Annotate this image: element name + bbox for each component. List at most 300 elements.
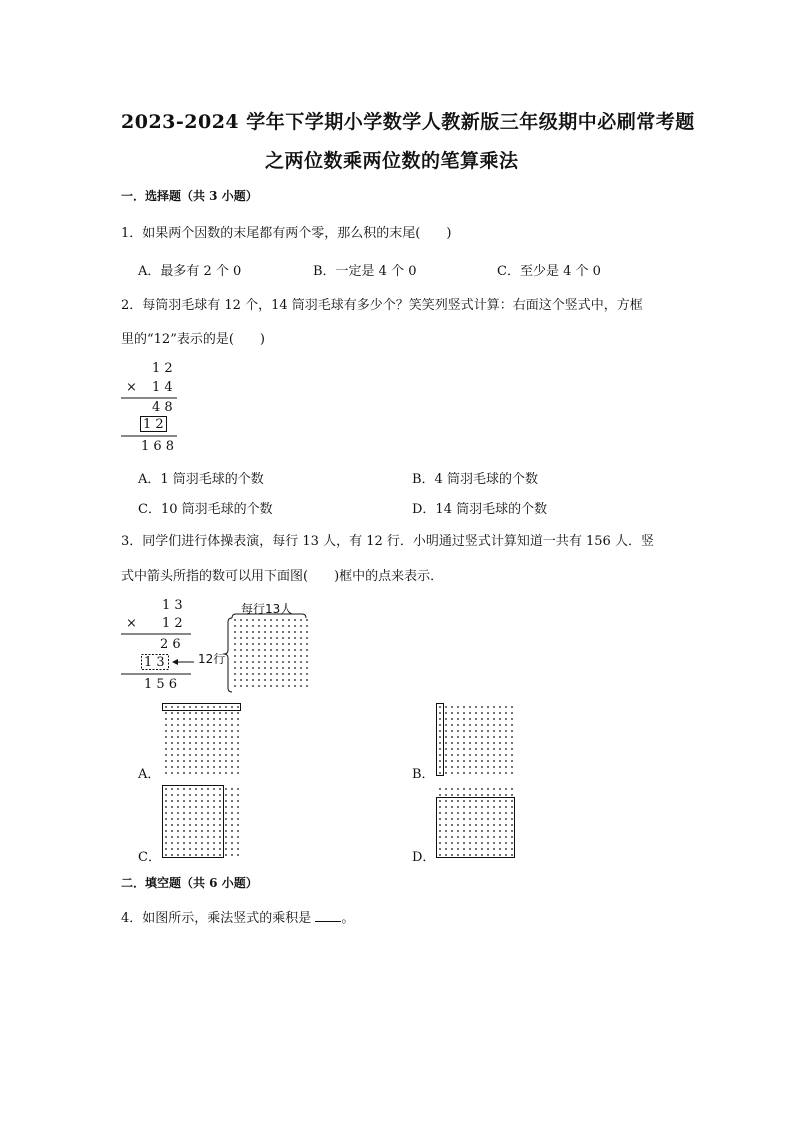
- dot: [201, 800, 203, 802]
- dot: [481, 772, 483, 774]
- dot: [171, 724, 173, 726]
- question-4-text: [121, 907, 354, 926]
- dot: [258, 643, 260, 645]
- dot: [493, 836, 495, 838]
- dot: [246, 649, 248, 651]
- dot: [165, 806, 167, 808]
- dot: [306, 643, 308, 645]
- dot: [493, 712, 495, 714]
- dot: [276, 673, 278, 675]
- page-title-line2: 之两位数乘两位数的笔算乘法: [265, 150, 519, 172]
- dot: [219, 836, 221, 838]
- dot: [213, 724, 215, 726]
- dot: [511, 766, 513, 768]
- dot: [445, 800, 447, 802]
- dot: [463, 772, 465, 774]
- dot: [499, 736, 501, 738]
- q3-grid-label-side: 12行: [198, 652, 226, 666]
- dot: [258, 661, 260, 663]
- dot: [231, 806, 233, 808]
- dot: [201, 724, 203, 726]
- dot: [237, 854, 239, 856]
- dot: [252, 643, 254, 645]
- dot: [207, 766, 209, 768]
- dot: [234, 667, 236, 669]
- dot: [219, 788, 221, 790]
- dot: [189, 718, 191, 720]
- dot: [475, 730, 477, 732]
- dot: [189, 830, 191, 832]
- dot: [183, 806, 185, 808]
- dot: [237, 836, 239, 838]
- dot: [240, 685, 242, 687]
- dot: [481, 794, 483, 796]
- dot: [475, 706, 477, 708]
- dot: [505, 772, 507, 774]
- dot: [493, 760, 495, 762]
- dot: [469, 730, 471, 732]
- dot: [481, 854, 483, 856]
- dot: [234, 625, 236, 627]
- dot: [171, 794, 173, 796]
- dot: [439, 806, 441, 808]
- dot: [505, 736, 507, 738]
- dot: [171, 848, 173, 850]
- dot: [207, 836, 209, 838]
- dot: [177, 836, 179, 838]
- q1-option-c[interactable]: C．至少是 4 个 0: [497, 264, 601, 279]
- dot: [246, 619, 248, 621]
- q3-arrow: [170, 656, 196, 668]
- dot: [219, 742, 221, 744]
- dot: [475, 824, 477, 826]
- dot: [511, 848, 513, 850]
- dot: [177, 824, 179, 826]
- dot: [219, 736, 221, 738]
- dot: [288, 625, 290, 627]
- q3-times-sign: ×: [126, 616, 137, 631]
- dot: [213, 772, 215, 774]
- dot: [270, 673, 272, 675]
- dot: [264, 655, 266, 657]
- dot: [276, 637, 278, 639]
- dot: [505, 712, 507, 714]
- dot: [511, 748, 513, 750]
- dot: [195, 830, 197, 832]
- dot: [276, 655, 278, 657]
- q1-option-b[interactable]: B．一定是 4 个 0: [313, 264, 417, 279]
- dot: [207, 772, 209, 774]
- dot: [207, 760, 209, 762]
- dot: [300, 619, 302, 621]
- dot: [469, 748, 471, 750]
- dot: [195, 748, 197, 750]
- q2-option-d[interactable]: D．14 筒羽毛球的个数: [412, 502, 548, 517]
- dot: [195, 806, 197, 808]
- dot: [189, 772, 191, 774]
- dot: [499, 754, 501, 756]
- dot: [487, 730, 489, 732]
- dot: [258, 679, 260, 681]
- dot: [499, 718, 501, 720]
- dot: [499, 836, 501, 838]
- q3-option-d-label[interactable]: D．: [412, 850, 436, 865]
- dot: [171, 818, 173, 820]
- dot: [439, 812, 441, 814]
- dot: [195, 800, 197, 802]
- dot: [189, 818, 191, 820]
- dot: [231, 718, 233, 720]
- dot: [165, 854, 167, 856]
- dot: [252, 685, 254, 687]
- dot: [499, 706, 501, 708]
- dot: [445, 730, 447, 732]
- dot: [463, 800, 465, 802]
- dot: [171, 824, 173, 826]
- dot: [258, 619, 260, 621]
- dot: [225, 800, 227, 802]
- dot: [499, 772, 501, 774]
- dot: [270, 637, 272, 639]
- dot: [231, 854, 233, 856]
- dot: [201, 718, 203, 720]
- dot: [469, 718, 471, 720]
- dot: [487, 712, 489, 714]
- q4-answer-blank[interactable]: [315, 911, 341, 922]
- dot: [493, 730, 495, 732]
- dot: [306, 679, 308, 681]
- dot: [511, 812, 513, 814]
- q3-option-c-dot-grid[interactable]: [162, 785, 244, 859]
- q3-line-1: [121, 633, 193, 635]
- dot: [234, 637, 236, 639]
- dot: [439, 718, 441, 720]
- dot: [439, 748, 441, 750]
- dot: [282, 649, 284, 651]
- q2-times-sign: ×: [126, 380, 137, 395]
- dot: [445, 724, 447, 726]
- dot: [231, 824, 233, 826]
- dot: [213, 836, 215, 838]
- dot: [439, 848, 441, 850]
- dot: [463, 806, 465, 808]
- dot: [165, 706, 167, 708]
- dot: [493, 788, 495, 790]
- dot: [294, 649, 296, 651]
- q3-option-b-dot-grid[interactable]: [436, 703, 518, 777]
- dot: [481, 806, 483, 808]
- dot: [505, 842, 507, 844]
- dot: [213, 730, 215, 732]
- dot: [457, 724, 459, 726]
- dot: [270, 685, 272, 687]
- dot: [493, 742, 495, 744]
- dot: [171, 806, 173, 808]
- dot: [237, 830, 239, 832]
- dot: [177, 854, 179, 856]
- dot: [457, 842, 459, 844]
- dot: [463, 812, 465, 814]
- dot: [177, 848, 179, 850]
- dot: [505, 788, 507, 790]
- q3-option-b-label[interactable]: B．: [412, 767, 435, 782]
- dot: [481, 760, 483, 762]
- dot: [219, 800, 221, 802]
- dot: [475, 812, 477, 814]
- dot: [225, 772, 227, 774]
- dot: [207, 806, 209, 808]
- dot: [487, 854, 489, 856]
- dot: [195, 794, 197, 796]
- dot: [493, 854, 495, 856]
- dot: [201, 854, 203, 856]
- dot: [177, 742, 179, 744]
- dot: [171, 812, 173, 814]
- dot: [219, 854, 221, 856]
- dot: [457, 736, 459, 738]
- dot: [475, 800, 477, 802]
- dot: [439, 706, 441, 708]
- dot: [505, 718, 507, 720]
- dot: [225, 730, 227, 732]
- dot: [240, 649, 242, 651]
- dot: [451, 824, 453, 826]
- dot: [439, 754, 441, 756]
- dot: [240, 637, 242, 639]
- dot: [487, 830, 489, 832]
- q3-option-a-dot-grid[interactable]: [162, 703, 244, 777]
- dot: [294, 679, 296, 681]
- dot: [451, 730, 453, 732]
- dot: [189, 730, 191, 732]
- dot: [276, 619, 278, 621]
- dot: [195, 718, 197, 720]
- dot: [469, 818, 471, 820]
- dot: [457, 706, 459, 708]
- dot: [463, 854, 465, 856]
- dot: [252, 619, 254, 621]
- dot: [463, 794, 465, 796]
- dot: [451, 760, 453, 762]
- dot: [207, 842, 209, 844]
- dot: [240, 661, 242, 663]
- dot: [219, 848, 221, 850]
- dot: [463, 754, 465, 756]
- dot: [231, 772, 233, 774]
- dot: [177, 754, 179, 756]
- dot: [246, 667, 248, 669]
- dot: [201, 706, 203, 708]
- dot: [445, 854, 447, 856]
- q2-option-b[interactable]: B．4 筒羽毛球的个数: [412, 472, 538, 487]
- dot: [487, 812, 489, 814]
- dot: [511, 842, 513, 844]
- dot: [213, 824, 215, 826]
- q3-option-c-label[interactable]: C．: [138, 850, 161, 865]
- dot: [499, 748, 501, 750]
- dot: [493, 800, 495, 802]
- dot: [439, 836, 441, 838]
- dot: [207, 730, 209, 732]
- dot: [469, 724, 471, 726]
- dot: [463, 706, 465, 708]
- highlight-block-box: [163, 786, 224, 858]
- dot: [487, 754, 489, 756]
- dot: [481, 788, 483, 790]
- dot: [457, 712, 459, 714]
- dot: [451, 836, 453, 838]
- q2-option-a[interactable]: A．1 筒羽毛球的个数: [138, 472, 264, 487]
- q2-result: 1 6 8: [141, 439, 175, 454]
- dot: [165, 794, 167, 796]
- dot: [445, 812, 447, 814]
- dot: [445, 830, 447, 832]
- dot: [177, 794, 179, 796]
- dot: [475, 830, 477, 832]
- dot: [177, 772, 179, 774]
- dot: [300, 637, 302, 639]
- dot: [177, 800, 179, 802]
- dot: [282, 655, 284, 657]
- dot: [165, 760, 167, 762]
- dot: [511, 788, 513, 790]
- dot: [439, 766, 441, 768]
- dot: [213, 794, 215, 796]
- dot: [177, 718, 179, 720]
- dot: [463, 742, 465, 744]
- dot: [288, 661, 290, 663]
- dot: [195, 706, 197, 708]
- dot: [463, 830, 465, 832]
- dot: [213, 818, 215, 820]
- dot: [487, 736, 489, 738]
- dot: [177, 788, 179, 790]
- dot: [237, 724, 239, 726]
- dot: [481, 712, 483, 714]
- dot: [195, 848, 197, 850]
- dot: [282, 667, 284, 669]
- dot: [469, 766, 471, 768]
- dot: [171, 736, 173, 738]
- dot: [451, 800, 453, 802]
- dot: [171, 854, 173, 856]
- dot: [481, 730, 483, 732]
- dot: [234, 661, 236, 663]
- dot: [195, 760, 197, 762]
- dot: [511, 742, 513, 744]
- dot: [213, 830, 215, 832]
- page-title-line1: 2023-2024 学年下学期小学数学人教新版三年级期中必刷常考题: [121, 111, 695, 133]
- dot: [165, 730, 167, 732]
- q2-option-c[interactable]: C．10 筒羽毛球的个数: [138, 502, 273, 517]
- q1-option-a[interactable]: A．最多有 2 个 0: [138, 264, 242, 279]
- dot: [207, 848, 209, 850]
- dot: [234, 685, 236, 687]
- dot: [288, 673, 290, 675]
- dot: [213, 806, 215, 808]
- dot: [201, 830, 203, 832]
- question-3-text-line2: 式中箭头所指的数可以用下面图( )框中的点来表示．: [121, 569, 444, 584]
- dot: [201, 730, 203, 732]
- dot: [225, 794, 227, 796]
- dot: [231, 730, 233, 732]
- dot: [487, 772, 489, 774]
- dot: [189, 724, 191, 726]
- dot: [445, 788, 447, 790]
- dot: [171, 712, 173, 714]
- dot: [231, 724, 233, 726]
- dot: [189, 742, 191, 744]
- dot: [463, 724, 465, 726]
- dot: [195, 812, 197, 814]
- dot: [177, 760, 179, 762]
- dot: [481, 748, 483, 750]
- dot: [511, 806, 513, 808]
- dot: [481, 836, 483, 838]
- dot: [481, 830, 483, 832]
- dot: [246, 655, 248, 657]
- dot: [445, 818, 447, 820]
- dot: [252, 667, 254, 669]
- dot: [252, 625, 254, 627]
- dot: [511, 724, 513, 726]
- dot: [165, 842, 167, 844]
- dot: [306, 625, 308, 627]
- dot: [219, 754, 221, 756]
- dot: [189, 760, 191, 762]
- dot: [246, 661, 248, 663]
- dot: [457, 788, 459, 790]
- dot: [487, 724, 489, 726]
- dot: [219, 794, 221, 796]
- q3-option-d-dot-grid[interactable]: [436, 785, 518, 859]
- dot: [481, 812, 483, 814]
- dot: [499, 712, 501, 714]
- dot: [189, 748, 191, 750]
- dot: [511, 736, 513, 738]
- q3-option-a-label[interactable]: A．: [138, 767, 161, 782]
- dot: [288, 649, 290, 651]
- dot: [457, 772, 459, 774]
- dot: [288, 685, 290, 687]
- dot: [177, 818, 179, 820]
- dot: [445, 754, 447, 756]
- q2-line-1: [121, 397, 179, 399]
- dot: [165, 788, 167, 790]
- dot: [225, 848, 227, 850]
- dot: [264, 685, 266, 687]
- dot: [306, 637, 308, 639]
- dot: [505, 794, 507, 796]
- dot: [201, 824, 203, 826]
- dot: [469, 848, 471, 850]
- dot: [276, 661, 278, 663]
- dot: [487, 836, 489, 838]
- dot: [270, 643, 272, 645]
- question-3-text-line1: 3．同学们进行体操表演，每行 13 人，有 12 行．小明通过竖式计算知道一共有 156 人．竖: [121, 534, 654, 549]
- dot: [189, 812, 191, 814]
- dot: [463, 718, 465, 720]
- dot: [445, 712, 447, 714]
- dot: [252, 679, 254, 681]
- dot: [225, 806, 227, 808]
- dot: [499, 848, 501, 850]
- dot: [207, 818, 209, 820]
- dot: [264, 619, 266, 621]
- dot: [177, 736, 179, 738]
- dot: [258, 649, 260, 651]
- dot: [195, 712, 197, 714]
